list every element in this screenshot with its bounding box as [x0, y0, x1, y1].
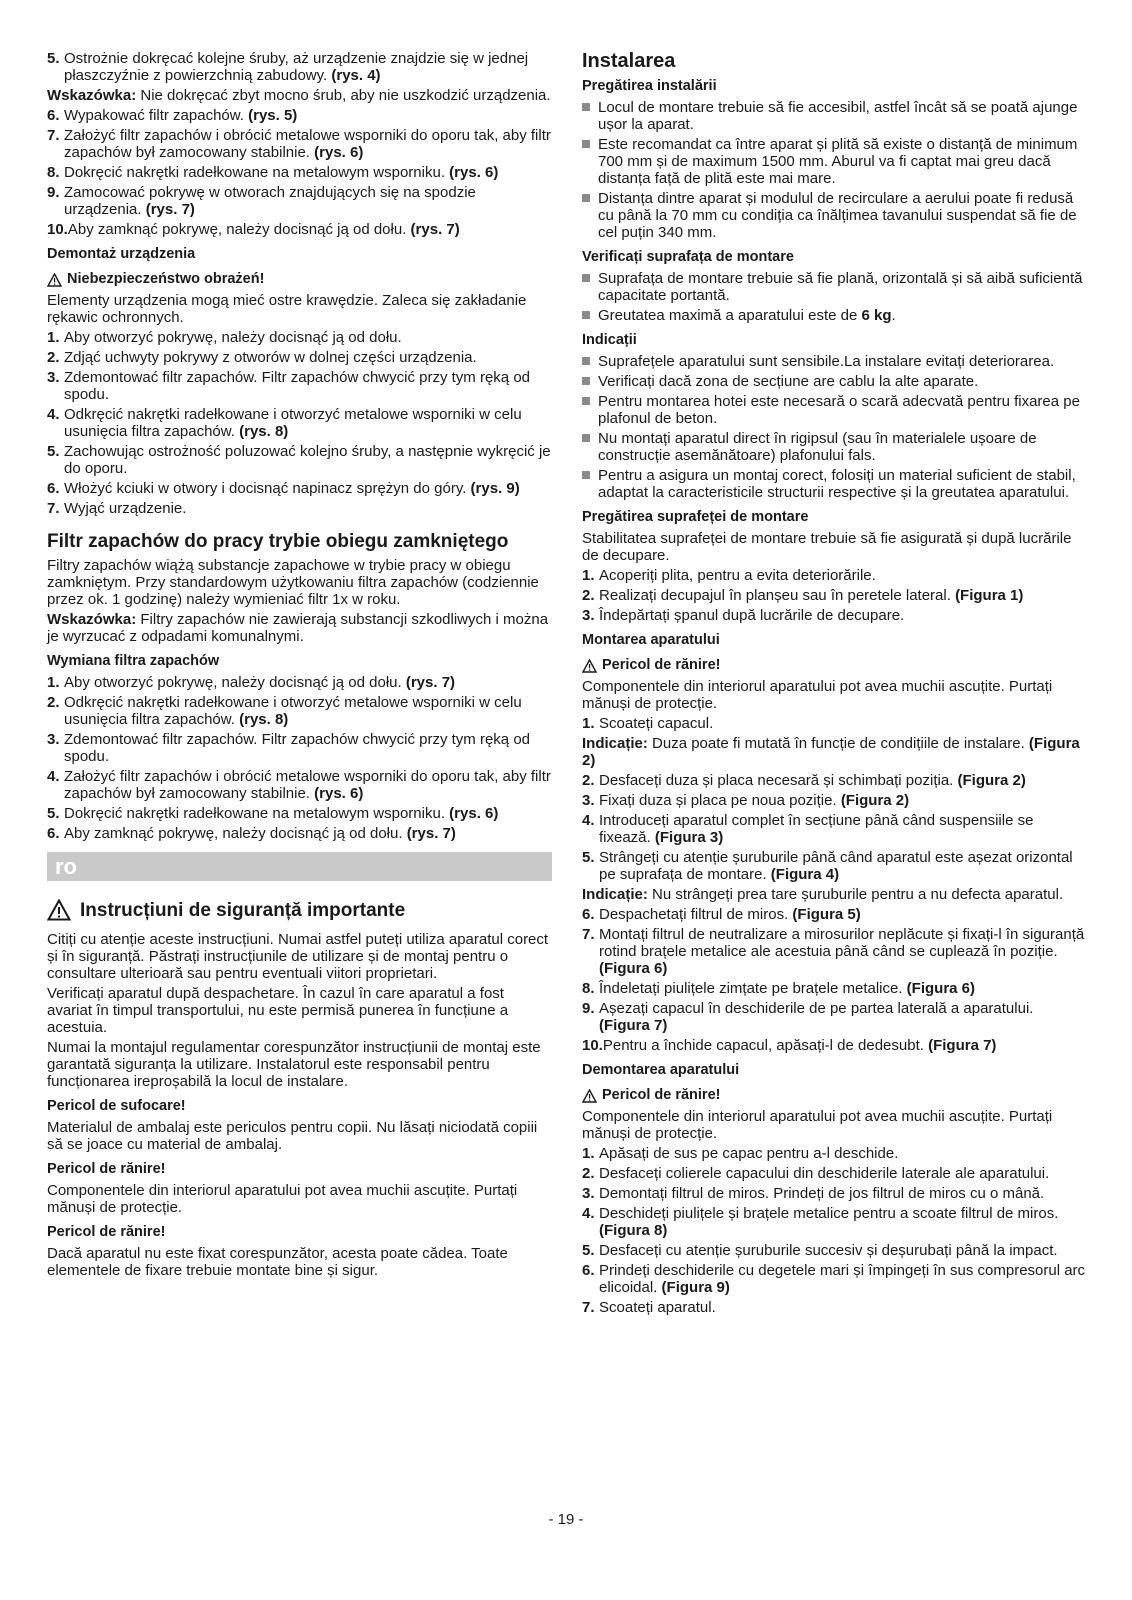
step-list-mounting-end: [47, 50, 552, 84]
list-item: Suprafețele aparatului sunt sensibile.La instalare evitați deteriorarea.: [582, 353, 1087, 370]
step-list-demontarea: [582, 1145, 1087, 1316]
list-item: 2. Realizați decupajul în planșeu sau în peretele lateral. (Figura 1): [582, 587, 1024, 604]
list-item: Nu montați aparatul direct în rigipsul (sau în materialele ușoare de construcție asemănătoare) plafonului fals.: [582, 430, 1087, 464]
hint-note: Wskazówka: Filtry zapachów nie zawierają substancji szkodliwych i można je wyrzucać z odpadami komunalnymi.: [47, 611, 549, 645]
list-item: Este recomandat ca între aparat și plită să existe o distanță de minimum 700 mm și de maximum 1500 mm. Aburul va fi captat mai greu dacă distanța față de plită este mai mare.: [582, 136, 1087, 187]
list-item: 3. Îndepărtați șpanul după lucrările de decupare.: [582, 607, 905, 624]
list-item: 4. Deschideți piulițele și brațele metalice pentru a scoate filtrul de miros. (Figura 8): [582, 1205, 1059, 1239]
section-heading-filtr: Filtr zapachów do pracy trybie obiegu zamkniętego: [47, 531, 509, 552]
paragraph: Dacă aparatul nu este fixat corespunzător, acesta poate cădea. Toate elementele de fixare trebuie montate bine și sigur.: [47, 1245, 508, 1279]
list-item: Greutatea maximă a aparatului este de 6 kg.: [582, 307, 1087, 324]
warning-heading-sufocare: Pericol de sufocare!: [47, 1098, 186, 1114]
list-item: 6. Despachetați filtrul de miros. (Figura 5): [582, 906, 861, 923]
list-item: Pentru montarea hotei este necesară o scară adecvată pentru fixarea pe plafonul de beton.: [582, 393, 1087, 427]
section-title-instalarea: Instalarea: [582, 50, 676, 72]
manual-page: [47, 50, 1087, 1550]
list-item: 2. Desfaceți duza și placa necesară și schimbați poziția. (Figura 2): [582, 772, 1026, 789]
paragraph: Stabilitatea suprafeței de montare trebuie să fie asigurată și după lucrările de decupare.: [582, 530, 1072, 564]
paragraph: Componentele din interiorul aparatului pot avea muchii ascuțite. Purtați mănuși de protecție.: [582, 678, 1053, 712]
paragraph: Componentele din interiorul aparatului pot avea muchii ascuțite. Purtați mănuși de protecție.: [47, 1182, 518, 1216]
list-item: 3. Demontați filtrul de miros. Prindeți de jos filtrul de miros cu o mână.: [582, 1185, 1045, 1202]
warning-triangle-icon: [582, 659, 597, 673]
list-item: 2. Zdjąć uchwyty pokrywy z otworów w dolnej części urządzenia.: [47, 349, 477, 366]
bullet-square-icon: [582, 434, 590, 442]
list-item: 3. Zdemontować filtr zapachów. Filtr zapachów chwycić przy tym ręką od spodu.: [47, 731, 531, 765]
warning-triangle-icon: [47, 899, 71, 921]
section-heading-suprafata: Pregătirea suprafeței de montare: [582, 509, 809, 525]
list-item: 5. Strângeți cu atenție șuruburile până când aparatul este așezat orizontal pe suprafața de montare. (Figura 4): [582, 849, 1073, 883]
bullet-square-icon: [582, 274, 590, 282]
list-item: 1. Acoperiți plita, pentru a evita deteriorările.: [582, 567, 876, 584]
bullet-square-icon: [582, 311, 590, 319]
section-heading-montarea: Montarea aparatului: [582, 632, 720, 648]
warning-heading: Niebezpieczeństwo obrażeń!: [47, 271, 552, 288]
list-item: 7. Założyć filtr zapachów i obrócić metalowe wsporniki do oporu tak, aby filtr zapachów był zamocowany stabilnie. (rys. 6): [47, 127, 551, 161]
step-list-wymiana: [47, 674, 552, 842]
list-item: 4. Założyć filtr zapachów i obrócić metalowe wsporniki do oporu tak, aby filtr zapachów był zamocowany stabilnie. (rys. 6): [47, 768, 551, 802]
step-list-montarea-1: [582, 715, 1087, 732]
list-item: 8. Îndeletați piulițele zimțate pe brațele metalice. (Figura 6): [582, 980, 976, 997]
step-list-demontaz: [47, 329, 552, 517]
list-item: 5. Ostrożnie dokręcać kolejne śruby, aż urządzenie znajdzie się w jednej płaszczyźnie z powierzchnią zabudowy. (rys. 4): [47, 50, 529, 84]
bullet-square-icon: [582, 471, 590, 479]
list-item: Distanța dintre aparat și modulul de recirculare a aerului poate fi redusă cu până la 70 mm cu condiția ca înălțimea tavanului suspendat să fie de cel puțin 340 mm.: [582, 190, 1087, 241]
list-item: 1. Apăsați de sus pe capac pentru a-l deschide.: [582, 1145, 899, 1162]
paragraph: Materialul de ambalaj este periculos pentru copii. Nu lăsați niciodată copiii să se joace cu material de ambalaj.: [47, 1119, 538, 1153]
bullet-square-icon: [582, 194, 590, 202]
bullet-list-pregatire: [582, 99, 1087, 241]
list-item: 5. Dokręcić nakrętki radełkowane na metalowym wsporniku. (rys. 6): [47, 805, 499, 822]
section-heading-verificati: Verificați suprafața de montare: [582, 249, 794, 265]
list-item: Pentru a asigura un montaj corect, folosiți un material suficient de stabil, adaptat la caracteristicile structurii respective și la greutatea aparatului.: [582, 467, 1087, 501]
list-item: 10. Aby zamknąć pokrywę, należy docisnąć ją od dołu. (rys. 7): [47, 221, 460, 238]
warning-heading: Pericol de rănire!: [582, 1087, 1087, 1104]
section-heading-indicatii: Indicații: [582, 332, 637, 348]
bullet-square-icon: [582, 103, 590, 111]
bullet-list-indicatii: [582, 353, 1087, 501]
list-item: 1. Aby otworzyć pokrywę, należy docisnąć ją od dołu. (rys. 7): [47, 674, 456, 691]
list-item: 5. Desfaceți cu atenție șuruburile succesiv și deșurubați până la impact.: [582, 1242, 1058, 1259]
list-item: 6. Wypakować filtr zapachów. (rys. 5): [47, 107, 298, 124]
list-item: 9. Zamocować pokrywę w otworach znajdujących się na spodzie urządzenia. (rys. 7): [47, 184, 476, 218]
list-item: 5. Zachowując ostrożność poluzować kolejno śruby, a następnie wykręcić je do oporu.: [47, 443, 551, 477]
warning-heading-ranire-2: Pericol de rănire!: [47, 1224, 166, 1240]
list-item: Locul de montare trebuie să fie accesibil, astfel încât să se poată ajunge ușor la aparat.: [582, 99, 1087, 133]
step-list-suprafata: [582, 567, 1087, 624]
list-item: Suprafața de montare trebuie să fie plană, orizontală și să aibă suficientă capacitate portantă.: [582, 270, 1087, 304]
list-item: 6. Włożyć kciuki w otwory i docisnąć napinacz sprężyn do góry. (rys. 9): [47, 480, 520, 497]
hint-note: Indicație: Duza poate fi mutată în funcție de condițiile de instalare. (Figura 2): [582, 735, 1080, 769]
warning-heading: Pericol de rănire!: [582, 657, 1087, 674]
list-item: 7. Montați filtrul de neutralizare a mirosurilor neplăcute și fixați-l în siguranță rotind brațele metalice ale acestuia până când se cuplează în poziție. (Figura 6): [582, 926, 1085, 977]
warning-heading-ranire: Pericol de rănire!: [47, 1161, 166, 1177]
paragraph: Verificați aparatul după despachetare. În cazul în care aparatul a fost avariat în timpul transportului, nu este permisă punerea în funcțiune a acestuia.: [47, 985, 509, 1036]
list-item: 3. Zdemontować filtr zapachów. Filtr zapachów chwycić przy tym ręką od spodu.: [47, 369, 531, 403]
step-list-montarea-2: [582, 772, 1087, 883]
right-column: [582, 50, 1087, 1550]
list-item: 6. Aby zamknąć pokrywę, należy docisnąć ją od dołu. (rys. 7): [47, 825, 456, 842]
section-heading-pregatire: Pregătirea instalării: [582, 78, 717, 94]
bullet-square-icon: [582, 377, 590, 385]
list-item: 8. Dokręcić nakrętki radełkowane na metalowym wsporniku. (rys. 6): [47, 164, 499, 181]
section-heading-demontarea: Demontarea aparatului: [582, 1062, 740, 1078]
paragraph: Componentele din interiorul aparatului pot avea muchii ascuțite. Purtați mănuși de protecție.: [582, 1108, 1053, 1142]
bullet-square-icon: [582, 140, 590, 148]
list-item: 2. Desfaceți colierele capacului din deschiderile laterale ale aparatului.: [582, 1165, 1050, 1182]
list-item: 7. Wyjąć urządzenie.: [47, 500, 187, 517]
bullet-square-icon: [582, 357, 590, 365]
left-column: [47, 50, 552, 1550]
section-heading-demontaz: Demontaż urządzenia: [47, 246, 196, 262]
warning-triangle-icon: [582, 1089, 597, 1103]
list-item: 3. Fixați duza și placa pe noua poziție. (Figura 2): [582, 792, 910, 809]
list-item: 1. Scoateți capacul.: [582, 715, 714, 732]
step-list-mounting-end-2: [47, 107, 552, 238]
language-bar: ro: [47, 852, 552, 881]
warning-triangle-icon: [47, 273, 62, 287]
paragraph: Filtry zapachów wiążą substancje zapachowe w trybie pracy w obiegu zamkniętym. Przy standardowym użytkowaniu filtra zapachów (codziennie przez ok. 1 godzinę) należy wymieniać filtr 1x w roku.: [47, 557, 539, 608]
list-item: Verificați dacă zona de secțiune are cablu la alte aparate.: [582, 373, 1087, 390]
hint-note: Indicație: Nu strângeți prea tare șuruburile pentru a nu defecta aparatul.: [582, 886, 1064, 903]
hint-note: Wskazówka: Nie dokręcać zbyt mocno śrub, aby nie uszkodzić urządzenia.: [47, 87, 551, 104]
paragraph: Elementy urządzenia mogą mieć ostre krawędzie. Zaleca się zakładanie rękawic ochronnych.: [47, 292, 527, 326]
list-item: 9. Așezați capacul în deschiderile de pe partea laterală a aparatului. (Figura 7): [582, 1000, 1034, 1034]
page-number: - 19 -: [548, 1511, 584, 1528]
safety-heading: Instrucțiuni de siguranță importante: [47, 899, 552, 921]
section-heading-wymiana: Wymiana filtra zapachów: [47, 653, 220, 669]
step-list-montarea-3: [582, 906, 1087, 1054]
list-item: 4. Introduceți aparatul complet în secțiune până când suspensiile se fixează. (Figura 3): [582, 812, 1034, 846]
list-item: 7. Scoateți aparatul.: [582, 1299, 716, 1316]
bullet-list-verificati: [582, 270, 1087, 324]
list-item: 10. Pentru a închide capacul, apăsați-l de dedesubt. (Figura 7): [582, 1037, 997, 1054]
list-item: 6. Prindeți deschiderile cu degetele mari și împingeți în sus compresorul arc elicoidal. (Figura 9): [582, 1262, 1086, 1296]
list-item: 4. Odkręcić nakrętki radełkowane i otworzyć metalowe wsporniki w celu usunięcia filtra zapachów. (rys. 8): [47, 406, 522, 440]
paragraph: Numai la montajul regulamentar corespunzător instrucțiunii de montaj este garantată siguranța la utilizare. Instalatorul este responsabil pentru funcționarea ireproșabilă la locul de instalare.: [47, 1039, 541, 1090]
bullet-square-icon: [582, 397, 590, 405]
list-item: 2. Odkręcić nakrętki radełkowane i otworzyć metalowe wsporniki w celu usunięcia filtra zapachów. (rys. 8): [47, 694, 522, 728]
paragraph: Citiți cu atenție aceste instrucțiuni. Numai astfel puteți utiliza aparatul corect și în siguranță. Păstrați instrucțiunile de utilizare și de montaj pentru o consultare ulterioară sau pentru eventuali viitori proprietari.: [47, 931, 549, 982]
list-item: 1. Aby otworzyć pokrywę, należy docisnąć ją od dołu.: [47, 329, 402, 346]
